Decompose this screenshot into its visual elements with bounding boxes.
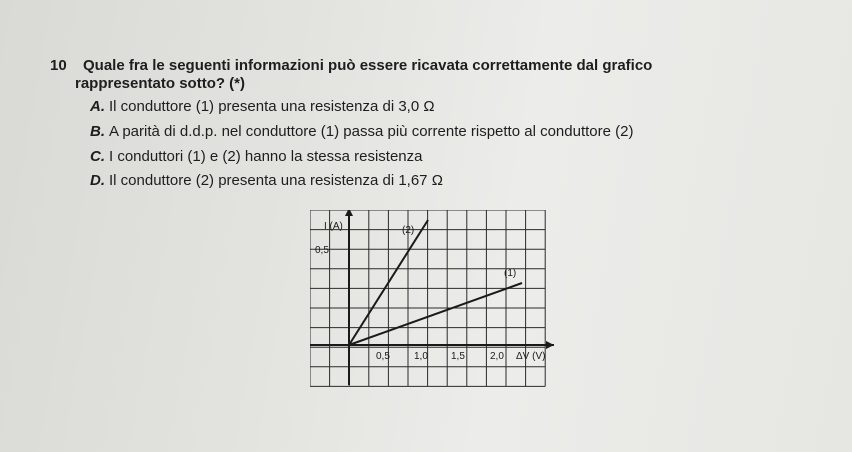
option-a[interactable] bbox=[90, 98, 435, 115]
option-b[interactable] bbox=[90, 123, 633, 140]
option-c-letter: C. bbox=[90, 148, 105, 165]
option-d-letter: D. bbox=[90, 172, 105, 189]
x-tick-label-2-0: 2,0 bbox=[490, 351, 504, 362]
iv-graph bbox=[310, 210, 560, 388]
question-number: 10 bbox=[50, 57, 67, 74]
x-axis-arrow bbox=[546, 341, 554, 349]
x-tick-label-1-0: 1,0 bbox=[414, 351, 428, 362]
x-axis-label: ΔV (V) bbox=[516, 351, 546, 362]
option-c-text: I conduttori (1) e (2) hanno la stessa resistenza bbox=[109, 148, 423, 165]
x-tick-label-1-5: 1,5 bbox=[451, 351, 465, 362]
option-c[interactable] bbox=[90, 148, 423, 165]
line-label-1: (1) bbox=[504, 268, 517, 279]
option-b-text: A parità di d.d.p. nel conduttore (1) passa più corrente rispetto al conduttore (2) bbox=[109, 123, 634, 140]
option-d[interactable] bbox=[90, 172, 443, 189]
option-a-letter: A. bbox=[90, 98, 105, 115]
line-conductor-1 bbox=[349, 283, 522, 345]
y-axis-label: I (A) bbox=[324, 221, 343, 232]
option-b-letter: B. bbox=[90, 123, 105, 140]
y-tick-label: 0,5 bbox=[315, 245, 329, 256]
option-d-text: Il conduttore (2) presenta una resistenza di 1,67 Ω bbox=[109, 172, 443, 189]
option-a-text: Il conduttore (1) presenta una resistenza di 3,0 Ω bbox=[109, 98, 435, 115]
question-text-line1: Quale fra le seguenti informazioni può essere ricavata correttamente dal grafico bbox=[83, 57, 653, 74]
line-label-2: (2) bbox=[402, 225, 415, 236]
x-tick-label-0-5: 0,5 bbox=[376, 351, 390, 362]
y-axis-arrow bbox=[345, 210, 353, 216]
question-text-line2: rappresentato sotto? (*) bbox=[75, 75, 246, 92]
